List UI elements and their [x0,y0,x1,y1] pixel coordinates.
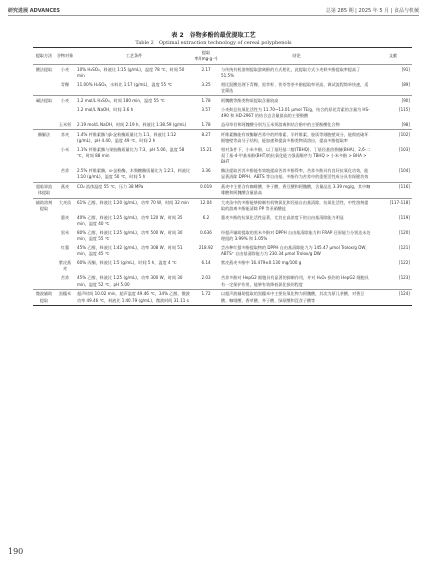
cell-conclusion: 纤维素酶能有效酶解苦荞中的纤维素、半纤维素、胶质等细胞壁成分，能彻底破坏细胞壁等高分子结构，能加速和提高多酚类物质溶出，提高多酚提取率 [219,130,374,146]
cell-yield: 3.57 [201,106,211,112]
cell-conclusion: 经超声辅助提取的黑米多酚对 DPPH 自由基清除能力和 FRAP 还原能力分别达未处理组的 3.99% 和 1.05% [221,230,371,242]
table-row [33,96,412,105]
journal-section-label: 研究进展 ADVANCES [8,8,61,14]
cell-conclusion: 与传统有机溶剂提取游离酚的方式相比，此提取方式小麦麸多酚提取率提高了 51.5% [219,65,374,81]
cell-method [33,274,55,290]
cell-process: 45% 乙醇，料液比 1∶42 (g/mL)，功率 308 W，时间 51 min，温度 45 ℃ [77,245,183,257]
cell-reference: [116] [374,182,412,198]
cell-object [55,105,75,120]
cell-object: 青稞 [60,81,70,87]
cell-conclusion: 大麦苗中的多酚能够抑制有机物氧化和羟基自由基清除，抗氧化活性，中性溶剂提取的游离多酚能清除 PP 等亚硝酸盐 [219,198,374,214]
cell-process: 61% 乙醇，料液比 1∶20 (g/mL)，功率 70 W，时间 32 min [75,198,193,214]
table-row [33,182,412,198]
cell-reference: [115] [398,106,410,112]
cell-process: 超声时间 10.02 min，超声温度 49.46 ℃，34% 乙醇，微波功率 49.46 ℃，料液比 1∶40.79 (g/mL)，微波时间 31.11 s [75,290,193,306]
table-row [33,259,412,274]
cell-yield: 2.17 [193,65,219,81]
cell-yield: 3.25 [201,81,211,87]
cell-reference: [124] [374,290,412,306]
cell-method [33,80,55,96]
cell-object: 小麦 [55,65,75,81]
cell-method [33,145,55,166]
table-row [33,105,412,120]
cell-process: 2.5% 纤维素酶，α-淀粉酶，木聚糖酶质量比为 1∶2∶1，料液比 1∶10 (g/mL)，温度 50 ℃，时间 5 h [77,167,191,180]
cell-yield: 3.36 [201,167,211,173]
table-title-en: Table 2 Optimal extraction technology of cereal polyphenols [135,40,292,46]
cell-object: 苦荞 [60,167,70,173]
cell-yield: 218.92 [198,245,214,251]
cell-yield: 12.04 [193,198,219,214]
cell-object: 大麦苗 [55,198,75,214]
cell-conclusion: 燕麦中主要含有咖啡酸、芥子酸、香豆酸和阿魏酸，含量品达 3.39 mg/g，其中咖啡酸和阿魏酸含量最高 [219,182,374,198]
cell-process: CO₂ 流体温度 55 ℃，压力 38 MPa [75,182,193,198]
cell-object: 玉米须 [58,121,72,127]
cell-process: 10% H₂SO₄，料液比 1∶15 (g/mL)，温度 78 ℃，时间 50 min [75,65,193,81]
cell-reference: [90] [374,96,412,105]
cell-yield: 8.27 [193,130,219,146]
journal-issue-info: 总第 285 期 | 2025 年 5 月 | 食品与机械 [325,8,419,14]
cell-object: 荞麦 [55,130,75,146]
cell-object: 小米 [60,146,70,152]
cell-object: 小麦 [55,96,75,105]
table-header-row [33,48,412,65]
cell-method: 碱法提取 [33,96,55,105]
cell-yield: 1.72 [193,290,219,306]
cell-method [33,244,55,259]
cell-process: 2.19 mol/L NaOH，时间 2.19 h，料液比 1∶38.59 (g/mL) [77,121,187,127]
cell-conclusion: 苦荞多酚对 HepG2 细胞具有显著的抑制作用，并对 H₂O₂ 损伤的 HepG2 细胞具有一定保护作用，能够有效降低氧化损伤程度 [221,275,369,287]
cell-object: 藜麦 [60,215,70,221]
cell-yield: 2.03 [201,275,211,281]
cell-process: 80% 乙醇，料液比 1∶25 (g/mL)，功率 500 W，时间 30 min，温度 55 ℃ [77,230,183,242]
cell-conclusion: 以超声波辅助提取的黑糯米中主要抗氧化物为阿魏酸，其次为原儿茶酸、对香豆酸、咖啡酸、香草酸、芥子酸、绿原酸和没食子酸等 [219,290,374,306]
cell-conclusion: 紫皮燕麦多酚中 16.479±0.130 mg/100 g [221,260,302,266]
cell-method: 微波辅助提取 [33,290,55,306]
cell-conclusion: 阿魏酸等酚类物质提取含量较高 [219,96,374,105]
cell-process: 45% 乙醇，料液比 1∶25 (g/mL)，功率 300 W，时间 30 min，温度 52 ℃，pH 5.00 [77,275,183,287]
cell-method: 酶解法 [33,130,55,146]
cell-method [33,229,55,244]
cell-process: 11.00% H₂SO₄，水料比 1∶17 (g/mL)，温度 55 ℃ [77,81,173,87]
cell-conclusion: 藜麦多酚的抗氧化活性显著，尤其在高浓度下的自由基清除能力明显 [221,215,344,221]
cell-reference: [102] [374,130,412,146]
col-header-conclusion: 结论 [292,53,301,59]
table-row [33,214,412,229]
table-title-zh: 表 2 谷物多酚的最优提取工艺 [171,32,256,39]
cell-process: 1.1% 纤维素酶与果胶酶质量比为 7∶3，pH 5.06，温度 58 ℃，时间 88 min [77,146,185,158]
cell-method: 超临界流体提取 [33,182,55,198]
cell-reference: [122] [398,260,410,266]
cell-conclusion: 小麦麸总抗氧化活性为 11.70~13.01 μmol TE/g，结合的原花青素的含量为 HS-490 和 HD-2967 的结合态含量最高的主要酚酸 [221,106,370,118]
cell-conclusion: 相对条件下，小米多酚、以丁基羟基二醇(TBHQ)、丁基羟基茴香醚(BHA)、2,6-二叔丁基-4-甲基苯酚(BHT)的抗氧化能力强弱顺序为 TBHQ > 小米多酚 > BHA > BHT [221,146,371,165]
cell-object: 紫皮燕麦 [58,260,72,272]
col-header-object: 谷物对象 [56,53,74,59]
cell-yield: 15.21 [200,146,212,152]
cell-yield: 6.2 [202,215,210,221]
col-header-method: 提取方法 [35,53,53,59]
cell-yield: 6.14 [201,260,211,266]
cell-reference: [104] [398,167,410,173]
cell-object: 黑米 [60,230,70,236]
cell-method [33,105,55,120]
cell-process: 1.4% 纤维素酶与β-淀粉酶质量比为 1∶1，料液比 1∶12 (g/mL)，pH 4.40，温度 49 ℃，时间 2 h [75,130,193,146]
table-row [33,274,412,290]
table-row [33,229,412,244]
table-row [33,145,412,166]
cell-process: 40% 乙醇，料液比 1∶25 (g/mL)，功率 120 W，时间 35 min，温度 40 ℃ [77,215,183,227]
cell-method [33,214,55,229]
cell-yield: 1.78 [193,96,219,105]
cell-object: 红藜 [60,245,70,251]
cell-yield: 0.019 [193,182,219,198]
cell-reference: [91] [374,65,412,81]
table-row [33,130,412,146]
cell-process: 60% 丙酮，料液比 1∶5 (g/mL)，时间 5 h，温度 4 ℃ [77,260,177,266]
col-header-ref: 文献 [388,53,398,59]
page-number: 190 [8,547,24,556]
table-row [33,244,412,259]
cell-method [33,167,55,183]
cell-object: 黑糯米 [55,290,75,306]
cell-conclusion: 酶法提取苦荞多酚能有效地提高苦荞多酚得率，苦荞多酚具有良好抗氧化功效，能显著清除 DPPH、ABTS 等自由基，多酚作为苦荞中的重要活性成分具有保健功效 [221,167,369,180]
cell-reference: [98] [401,121,410,127]
cell-object: 燕麦 [55,182,75,198]
cell-yield: 0.636 [200,230,212,236]
cell-reference: [119] [398,215,410,221]
cell-reference: [120] [398,230,410,236]
table-row [33,290,412,306]
table-row [33,80,412,96]
cell-process: 1.2 mol/L NaOH，时间 3.6 h [77,106,134,112]
cell-method [33,120,55,129]
cell-reference: [123] [398,275,410,281]
cell-conclusion: 相比混酸处理下青稞、黑苹籽、茯苓等茶多酚提取率更高，调试流程简单快速，适宜筛选 [221,81,369,93]
cell-reference: [117-118] [374,198,412,214]
cell-yield: 1.78 [201,121,211,127]
cell-conclusion: 益母草苷和阿魏酸分别为玉米须游离和结合酚中的主要酚酸化合物 [221,121,340,127]
header-rule [8,15,419,16]
col-header-process: 工艺条件 [125,53,143,59]
cell-method: 酸法提取 [33,65,55,81]
table-body [33,65,412,306]
table-row [33,167,412,183]
cell-object: 苦荞 [60,275,70,281]
table-row [33,120,412,129]
cell-reference: [121] [398,245,410,251]
cell-reference: [89] [401,81,410,87]
table-row [33,198,412,214]
extraction-table [33,47,412,306]
cell-reference: [103] [398,146,410,152]
cell-method: 辅助溶剂提取 [33,198,55,214]
col-header-yield: 提取率/(mg·g⁻¹) [194,50,218,62]
table-row [33,65,412,81]
cell-conclusion: 芸沙种红藜多酚提取物的 DPPH 自由基清除能力为 145.47 μmol Trolox/g DW，ABTS⁺ 自由基清除能力为 230.34 μmol Trolox/g DW [221,245,370,257]
cell-process: 1.2 mol/L H₂SO₄，时间 180 min，温度 55 ℃ [75,96,193,105]
cell-method [33,259,55,274]
